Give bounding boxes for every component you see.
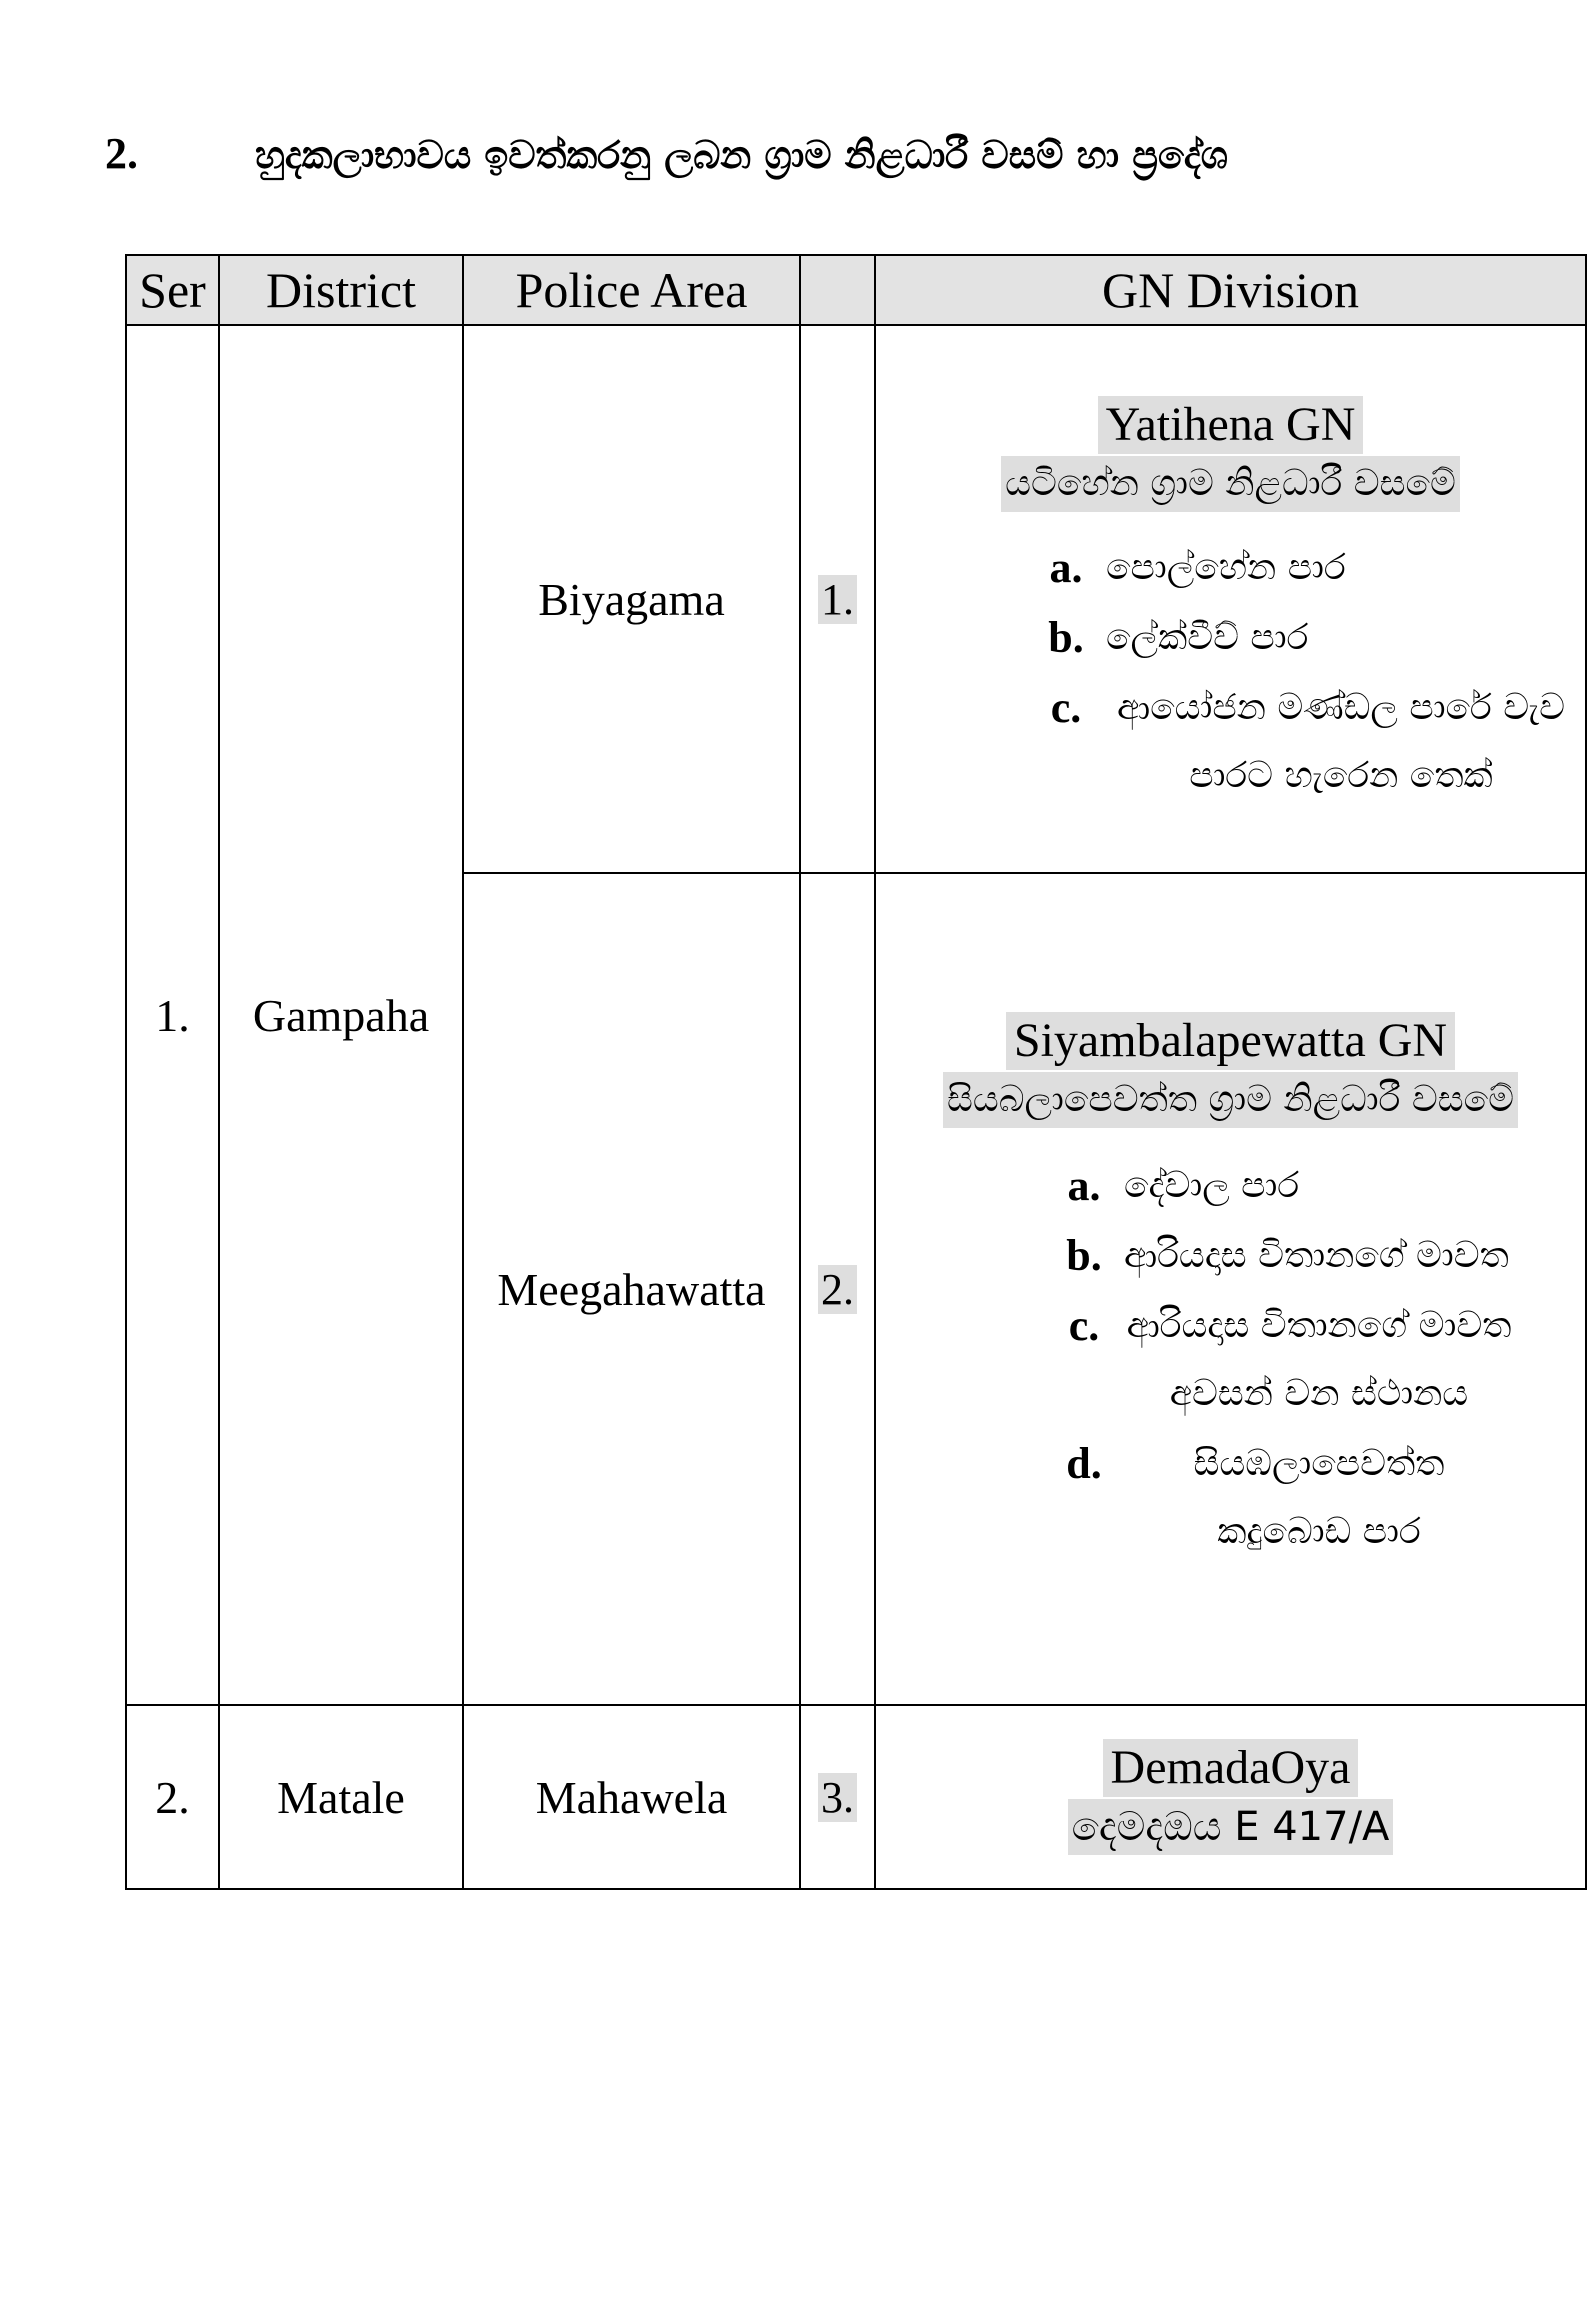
item-text: සියඹලාපෙවත්ත කදුබොඩ පාර — [1193, 1443, 1445, 1552]
row-2-district: Matale — [219, 1705, 463, 1889]
list-item — [1044, 1222, 1585, 1290]
number-cell-2 — [800, 873, 875, 1705]
table-header-row — [126, 255, 1586, 325]
gn-division-table — [125, 254, 1587, 1890]
table-row — [126, 1705, 1586, 1889]
item-letter: b. — [1048, 613, 1084, 662]
number-cell-1 — [800, 325, 875, 873]
header-number — [800, 255, 875, 325]
gn-division-siyambalapewatta — [875, 873, 1586, 1705]
item-letter: b. — [1066, 1231, 1102, 1280]
header-district: District — [219, 255, 463, 325]
number-cell-3 — [800, 1705, 875, 1889]
header-gn-division: GN Division — [875, 255, 1586, 325]
police-area-biyagama: Biyagama — [463, 325, 800, 873]
item-text: ආරියදාස විතානගේ මාවත අවසන් වන ස්ථානය — [1126, 1305, 1512, 1414]
item-letter: a. — [1067, 1161, 1101, 1210]
item-letter: c. — [1068, 1301, 1100, 1350]
gn-title: Siyambalapewatta GN — [1006, 1012, 1455, 1070]
item-letter: c. — [1050, 683, 1082, 732]
gn-title: Yatihena GN — [1098, 396, 1364, 454]
gn-title: DemadaOya — [1103, 1739, 1359, 1797]
police-area-meegahawatta: Meegahawatta — [463, 873, 800, 1705]
header-police-area: Police Area — [463, 255, 800, 325]
gn-subtitle: යටිහේන ග්‍රාම නිළධාරී වසමේ — [1001, 456, 1460, 512]
list-item — [1026, 604, 1585, 672]
item-text: ආරියදාස විතානගේ මාවත — [1124, 1235, 1509, 1276]
header-ser: Ser — [126, 255, 219, 325]
gn-subtitle: දෙමදඔය E 417/A — [1068, 1799, 1394, 1855]
table-row — [126, 325, 1586, 873]
row-1-district: Gampaha — [219, 325, 463, 1705]
gn-division-demadaoya — [875, 1705, 1586, 1889]
item-letter: d. — [1066, 1439, 1102, 1488]
row-2-ser: 2. — [126, 1705, 219, 1889]
list-item — [1026, 674, 1585, 810]
list-item — [1044, 1292, 1585, 1428]
row-1-ser: 1. — [126, 325, 219, 1705]
police-area-mahawela: Mahawela — [463, 1705, 800, 1889]
list-item — [1026, 534, 1585, 602]
item-text: ලේක්වීව් පාර — [1106, 617, 1309, 658]
division-number: 3. — [818, 1773, 857, 1822]
item-text: පොල්හේන පාර — [1106, 547, 1346, 588]
gn-division-yatihena — [875, 325, 1586, 873]
gn-area-list — [876, 534, 1585, 810]
list-item — [1044, 1430, 1585, 1566]
division-number: 1. — [818, 575, 857, 624]
item-letter: a. — [1049, 543, 1083, 592]
section-heading: හුදකලාභාවය ඉවත්කරනු ලබන ග්‍රාම නිළධාරී වසම් හා ප්‍රදේශ — [255, 133, 1228, 177]
item-text: ආයෝජන මණ්ඩල පාරේ වැව පාරට හැරෙන තෙක් — [1116, 687, 1566, 796]
list-item — [1044, 1152, 1585, 1220]
gn-subtitle: සියබලාපෙවත්ත ග්‍රාම නිළධාරී වසමේ — [943, 1072, 1518, 1128]
division-number: 2. — [818, 1265, 857, 1314]
item-text: දේවාල පාර — [1124, 1165, 1300, 1206]
gn-area-list — [876, 1152, 1585, 1566]
section-number: 2. — [105, 129, 138, 178]
